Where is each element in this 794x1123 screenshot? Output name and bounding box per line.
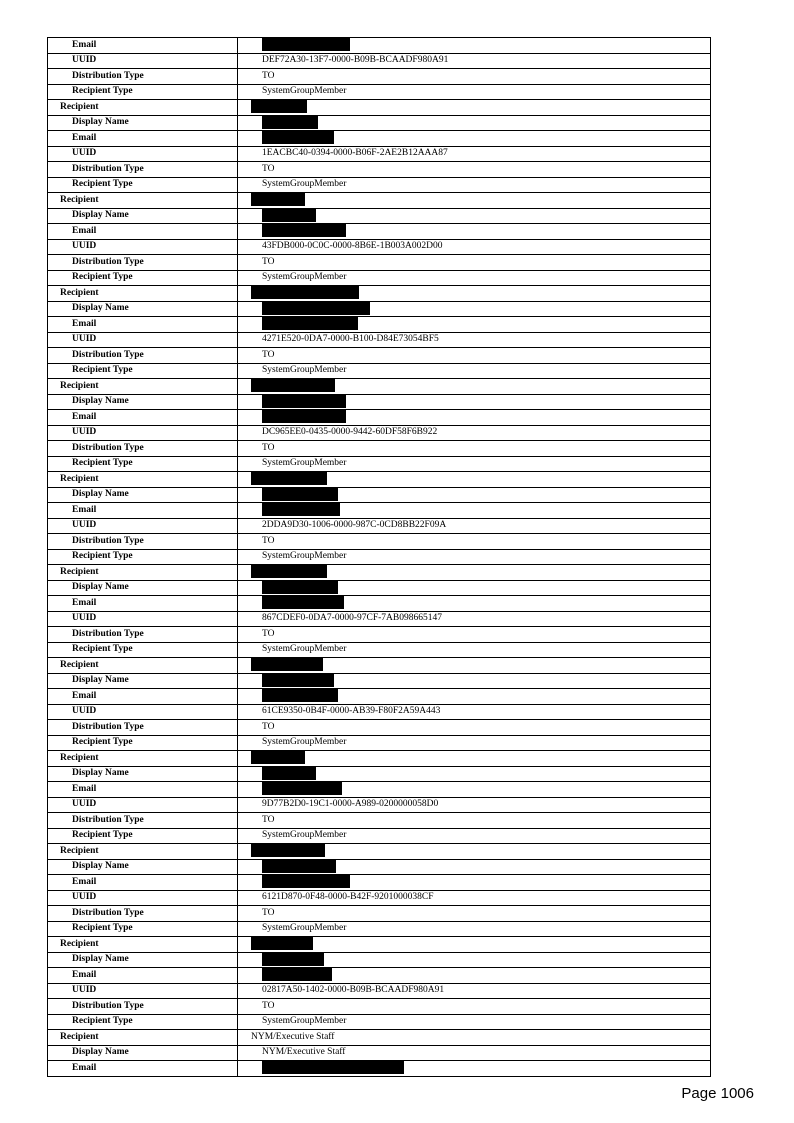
table-row bbox=[48, 828, 711, 844]
row-value bbox=[238, 472, 711, 488]
row-label: UUID bbox=[48, 890, 238, 906]
redaction-box bbox=[251, 658, 323, 671]
row-value: 1EACBC40-0394-0000-B06F-2AE2B12AAA87 bbox=[238, 146, 711, 162]
table-row bbox=[48, 317, 711, 333]
table-row bbox=[48, 410, 711, 426]
row-label: Email bbox=[48, 131, 238, 147]
table-row bbox=[48, 53, 711, 69]
row-label: UUID bbox=[48, 332, 238, 348]
row-value: TO bbox=[238, 534, 711, 550]
table-row bbox=[48, 379, 711, 395]
row-value bbox=[238, 317, 711, 333]
row-value: NYM/Executive Staff bbox=[238, 1045, 711, 1061]
row-value bbox=[238, 751, 711, 767]
row-label: Recipient Type bbox=[48, 549, 238, 565]
row-label: Display Name bbox=[48, 1045, 238, 1061]
row-label: UUID bbox=[48, 53, 238, 69]
table-row bbox=[48, 84, 711, 100]
redaction-box bbox=[262, 224, 346, 237]
row-label: UUID bbox=[48, 518, 238, 534]
row-value: TO bbox=[238, 69, 711, 85]
table-row bbox=[48, 270, 711, 286]
redaction-box bbox=[262, 782, 342, 795]
row-label: Recipient bbox=[48, 937, 238, 953]
table-row bbox=[48, 921, 711, 937]
row-label: Recipient Type bbox=[48, 84, 238, 100]
table-row bbox=[48, 627, 711, 643]
table-row bbox=[48, 239, 711, 255]
row-value bbox=[238, 689, 711, 705]
row-value: 61CE9350-0B4F-0000-AB39-F80F2A59A443 bbox=[238, 704, 711, 720]
row-value bbox=[238, 766, 711, 782]
row-value bbox=[238, 115, 711, 131]
row-label: Recipient Type bbox=[48, 177, 238, 193]
table-row bbox=[48, 146, 711, 162]
row-label: UUID bbox=[48, 611, 238, 627]
row-value: DC965EE0-0435-0000-9442-60DF58F6B922 bbox=[238, 425, 711, 441]
table-row bbox=[48, 115, 711, 131]
row-value: TO bbox=[238, 627, 711, 643]
table-row bbox=[48, 348, 711, 364]
table-row bbox=[48, 1030, 711, 1046]
table-row bbox=[48, 301, 711, 317]
row-value bbox=[238, 580, 711, 596]
row-label: Recipient bbox=[48, 565, 238, 581]
table-row bbox=[48, 456, 711, 472]
row-value bbox=[238, 844, 711, 860]
table-row bbox=[48, 487, 711, 503]
row-value: SystemGroupMember bbox=[238, 1014, 711, 1030]
row-label: Display Name bbox=[48, 580, 238, 596]
row-value bbox=[238, 658, 711, 674]
table-row bbox=[48, 580, 711, 596]
table-row bbox=[48, 673, 711, 689]
table-row bbox=[48, 952, 711, 968]
row-label: Display Name bbox=[48, 301, 238, 317]
row-label: Display Name bbox=[48, 487, 238, 503]
row-value: SystemGroupMember bbox=[238, 921, 711, 937]
redaction-box bbox=[251, 751, 305, 764]
row-value: 43FDB000-0C0C-0000-8B6E-1B003A002D00 bbox=[238, 239, 711, 255]
redaction-box bbox=[262, 860, 336, 873]
table-row bbox=[48, 937, 711, 953]
table-row bbox=[48, 224, 711, 240]
row-value bbox=[238, 286, 711, 302]
redaction-box bbox=[262, 596, 344, 609]
row-label: Display Name bbox=[48, 673, 238, 689]
row-label: Email bbox=[48, 224, 238, 240]
row-value: TO bbox=[238, 441, 711, 457]
row-label: Distribution Type bbox=[48, 906, 238, 922]
row-value bbox=[238, 673, 711, 689]
row-label: Distribution Type bbox=[48, 69, 238, 85]
table-row bbox=[48, 890, 711, 906]
redaction-box bbox=[262, 503, 340, 516]
table-row bbox=[48, 363, 711, 379]
row-value bbox=[238, 565, 711, 581]
row-label: Display Name bbox=[48, 952, 238, 968]
row-label: UUID bbox=[48, 146, 238, 162]
row-label: Distribution Type bbox=[48, 534, 238, 550]
row-value: TO bbox=[238, 255, 711, 271]
table-row bbox=[48, 208, 711, 224]
row-label: Email bbox=[48, 596, 238, 612]
table-row bbox=[48, 131, 711, 147]
table-row bbox=[48, 906, 711, 922]
row-label: Distribution Type bbox=[48, 441, 238, 457]
row-value bbox=[238, 859, 711, 875]
table-row bbox=[48, 162, 711, 178]
redaction-box bbox=[251, 565, 327, 578]
redaction-box bbox=[262, 395, 346, 408]
row-label: Recipient Type bbox=[48, 735, 238, 751]
row-value bbox=[238, 937, 711, 953]
redaction-box bbox=[262, 302, 370, 315]
row-value: NYM/Executive Staff bbox=[238, 1030, 711, 1046]
page-number: Page 1006 bbox=[681, 1085, 754, 1102]
row-label: Recipient Type bbox=[48, 1014, 238, 1030]
row-value bbox=[238, 100, 711, 116]
table-row bbox=[48, 689, 711, 705]
row-label: UUID bbox=[48, 797, 238, 813]
row-label: UUID bbox=[48, 425, 238, 441]
row-label: UUID bbox=[48, 239, 238, 255]
row-label: Recipient bbox=[48, 379, 238, 395]
row-label: Recipient bbox=[48, 1030, 238, 1046]
row-label: Display Name bbox=[48, 859, 238, 875]
recipient-table-body bbox=[48, 38, 711, 1077]
table-row bbox=[48, 704, 711, 720]
table-row bbox=[48, 193, 711, 209]
row-value: TO bbox=[238, 999, 711, 1015]
redaction-box bbox=[251, 193, 305, 206]
table-row bbox=[48, 611, 711, 627]
table-row bbox=[48, 255, 711, 271]
row-value: 9D77B2D0-19C1-0000-A989-0200000058D0 bbox=[238, 797, 711, 813]
row-label: Recipient bbox=[48, 286, 238, 302]
table-row bbox=[48, 859, 711, 875]
row-value: TO bbox=[238, 162, 711, 178]
table-row bbox=[48, 177, 711, 193]
row-value: TO bbox=[238, 348, 711, 364]
row-label: Email bbox=[48, 689, 238, 705]
table-row bbox=[48, 549, 711, 565]
row-label: Email bbox=[48, 1061, 238, 1077]
redaction-box bbox=[262, 209, 316, 222]
row-value bbox=[238, 968, 711, 984]
row-value bbox=[238, 1061, 711, 1077]
row-label: Distribution Type bbox=[48, 162, 238, 178]
redaction-box bbox=[262, 38, 350, 51]
row-value bbox=[238, 301, 711, 317]
row-value: SystemGroupMember bbox=[238, 456, 711, 472]
row-label: Display Name bbox=[48, 394, 238, 410]
redaction-box bbox=[251, 286, 359, 299]
table-row bbox=[48, 735, 711, 751]
table-row bbox=[48, 751, 711, 767]
table-row bbox=[48, 472, 711, 488]
row-label: Recipient Type bbox=[48, 642, 238, 658]
redaction-box bbox=[262, 116, 318, 129]
table-row bbox=[48, 875, 711, 891]
row-label: Display Name bbox=[48, 115, 238, 131]
redaction-box bbox=[262, 131, 334, 144]
row-value: SystemGroupMember bbox=[238, 828, 711, 844]
row-label: Email bbox=[48, 38, 238, 54]
table-row bbox=[48, 766, 711, 782]
row-label: Display Name bbox=[48, 766, 238, 782]
table-row bbox=[48, 1045, 711, 1061]
redaction-box bbox=[251, 472, 327, 485]
row-value: 867CDEF0-0DA7-0000-97CF-7AB098665147 bbox=[238, 611, 711, 627]
row-value bbox=[238, 38, 711, 54]
row-value: 6121D870-0F48-0000-B42F-9201000038CF bbox=[238, 890, 711, 906]
table-row bbox=[48, 518, 711, 534]
row-value: SystemGroupMember bbox=[238, 84, 711, 100]
row-label: Recipient Type bbox=[48, 270, 238, 286]
redaction-box bbox=[251, 379, 335, 392]
row-value bbox=[238, 782, 711, 798]
row-value bbox=[238, 131, 711, 147]
table-row bbox=[48, 534, 711, 550]
row-label: Distribution Type bbox=[48, 627, 238, 643]
row-label: UUID bbox=[48, 704, 238, 720]
table-row bbox=[48, 100, 711, 116]
row-label: UUID bbox=[48, 983, 238, 999]
row-value: SystemGroupMember bbox=[238, 549, 711, 565]
row-value bbox=[238, 952, 711, 968]
row-label: Email bbox=[48, 410, 238, 426]
table-row bbox=[48, 425, 711, 441]
table-row bbox=[48, 658, 711, 674]
table-row bbox=[48, 720, 711, 736]
row-value bbox=[238, 193, 711, 209]
row-label: Recipient bbox=[48, 193, 238, 209]
table-row bbox=[48, 441, 711, 457]
row-label: Recipient bbox=[48, 658, 238, 674]
row-label: Recipient bbox=[48, 751, 238, 767]
row-value: TO bbox=[238, 813, 711, 829]
redaction-box bbox=[262, 581, 338, 594]
table-row bbox=[48, 503, 711, 519]
row-value: 4271E520-0DA7-0000-B100-D84E73054BF5 bbox=[238, 332, 711, 348]
redaction-box bbox=[251, 100, 307, 113]
recipient-table bbox=[47, 37, 711, 1077]
row-value bbox=[238, 208, 711, 224]
row-label: Distribution Type bbox=[48, 999, 238, 1015]
row-value: TO bbox=[238, 720, 711, 736]
row-label: Email bbox=[48, 317, 238, 333]
redaction-box bbox=[262, 875, 350, 888]
redaction-box bbox=[251, 937, 313, 950]
row-label: Recipient Type bbox=[48, 828, 238, 844]
redaction-box bbox=[262, 689, 338, 702]
redaction-box bbox=[262, 1061, 404, 1074]
table-row bbox=[48, 983, 711, 999]
row-value: SystemGroupMember bbox=[238, 270, 711, 286]
row-value: TO bbox=[238, 906, 711, 922]
redaction-box bbox=[262, 410, 346, 423]
row-value bbox=[238, 224, 711, 240]
row-label: Distribution Type bbox=[48, 348, 238, 364]
redaction-box bbox=[262, 317, 358, 330]
table-row bbox=[48, 1014, 711, 1030]
table-row bbox=[48, 782, 711, 798]
row-value bbox=[238, 394, 711, 410]
table-row bbox=[48, 394, 711, 410]
row-label: Display Name bbox=[48, 208, 238, 224]
redaction-box bbox=[262, 767, 316, 780]
table-row bbox=[48, 1061, 711, 1077]
table-row bbox=[48, 642, 711, 658]
table-row bbox=[48, 332, 711, 348]
row-value: SystemGroupMember bbox=[238, 363, 711, 379]
table-row bbox=[48, 69, 711, 85]
table-row bbox=[48, 38, 711, 54]
row-value bbox=[238, 875, 711, 891]
row-value: SystemGroupMember bbox=[238, 642, 711, 658]
table-row bbox=[48, 797, 711, 813]
row-label: Recipient Type bbox=[48, 921, 238, 937]
redaction-box bbox=[251, 844, 325, 857]
table-row bbox=[48, 844, 711, 860]
table-row bbox=[48, 999, 711, 1015]
row-label: Recipient Type bbox=[48, 456, 238, 472]
row-label: Email bbox=[48, 968, 238, 984]
row-label: Recipient bbox=[48, 844, 238, 860]
redaction-box bbox=[262, 488, 338, 501]
row-value: SystemGroupMember bbox=[238, 735, 711, 751]
redaction-box bbox=[262, 953, 324, 966]
row-value: SystemGroupMember bbox=[238, 177, 711, 193]
row-label: Recipient bbox=[48, 100, 238, 116]
table-row bbox=[48, 596, 711, 612]
row-label: Distribution Type bbox=[48, 813, 238, 829]
table-row bbox=[48, 565, 711, 581]
table-row bbox=[48, 286, 711, 302]
row-value bbox=[238, 503, 711, 519]
redaction-box bbox=[262, 674, 334, 687]
row-label: Email bbox=[48, 875, 238, 891]
row-value bbox=[238, 379, 711, 395]
redaction-box bbox=[262, 968, 332, 981]
row-value bbox=[238, 410, 711, 426]
row-value bbox=[238, 487, 711, 503]
table-row bbox=[48, 813, 711, 829]
row-label: Recipient bbox=[48, 472, 238, 488]
row-value: DEF72A30-13F7-0000-B09B-BCAADF980A91 bbox=[238, 53, 711, 69]
row-value bbox=[238, 596, 711, 612]
row-label: Distribution Type bbox=[48, 720, 238, 736]
row-value: 02817A50-1402-0000-B09B-BCAADF980A91 bbox=[238, 983, 711, 999]
row-label: Recipient Type bbox=[48, 363, 238, 379]
table-row bbox=[48, 968, 711, 984]
row-label: Email bbox=[48, 503, 238, 519]
row-label: Distribution Type bbox=[48, 255, 238, 271]
row-label: Email bbox=[48, 782, 238, 798]
row-value: 2DDA9D30-1006-0000-987C-0CD8BB22F09A bbox=[238, 518, 711, 534]
